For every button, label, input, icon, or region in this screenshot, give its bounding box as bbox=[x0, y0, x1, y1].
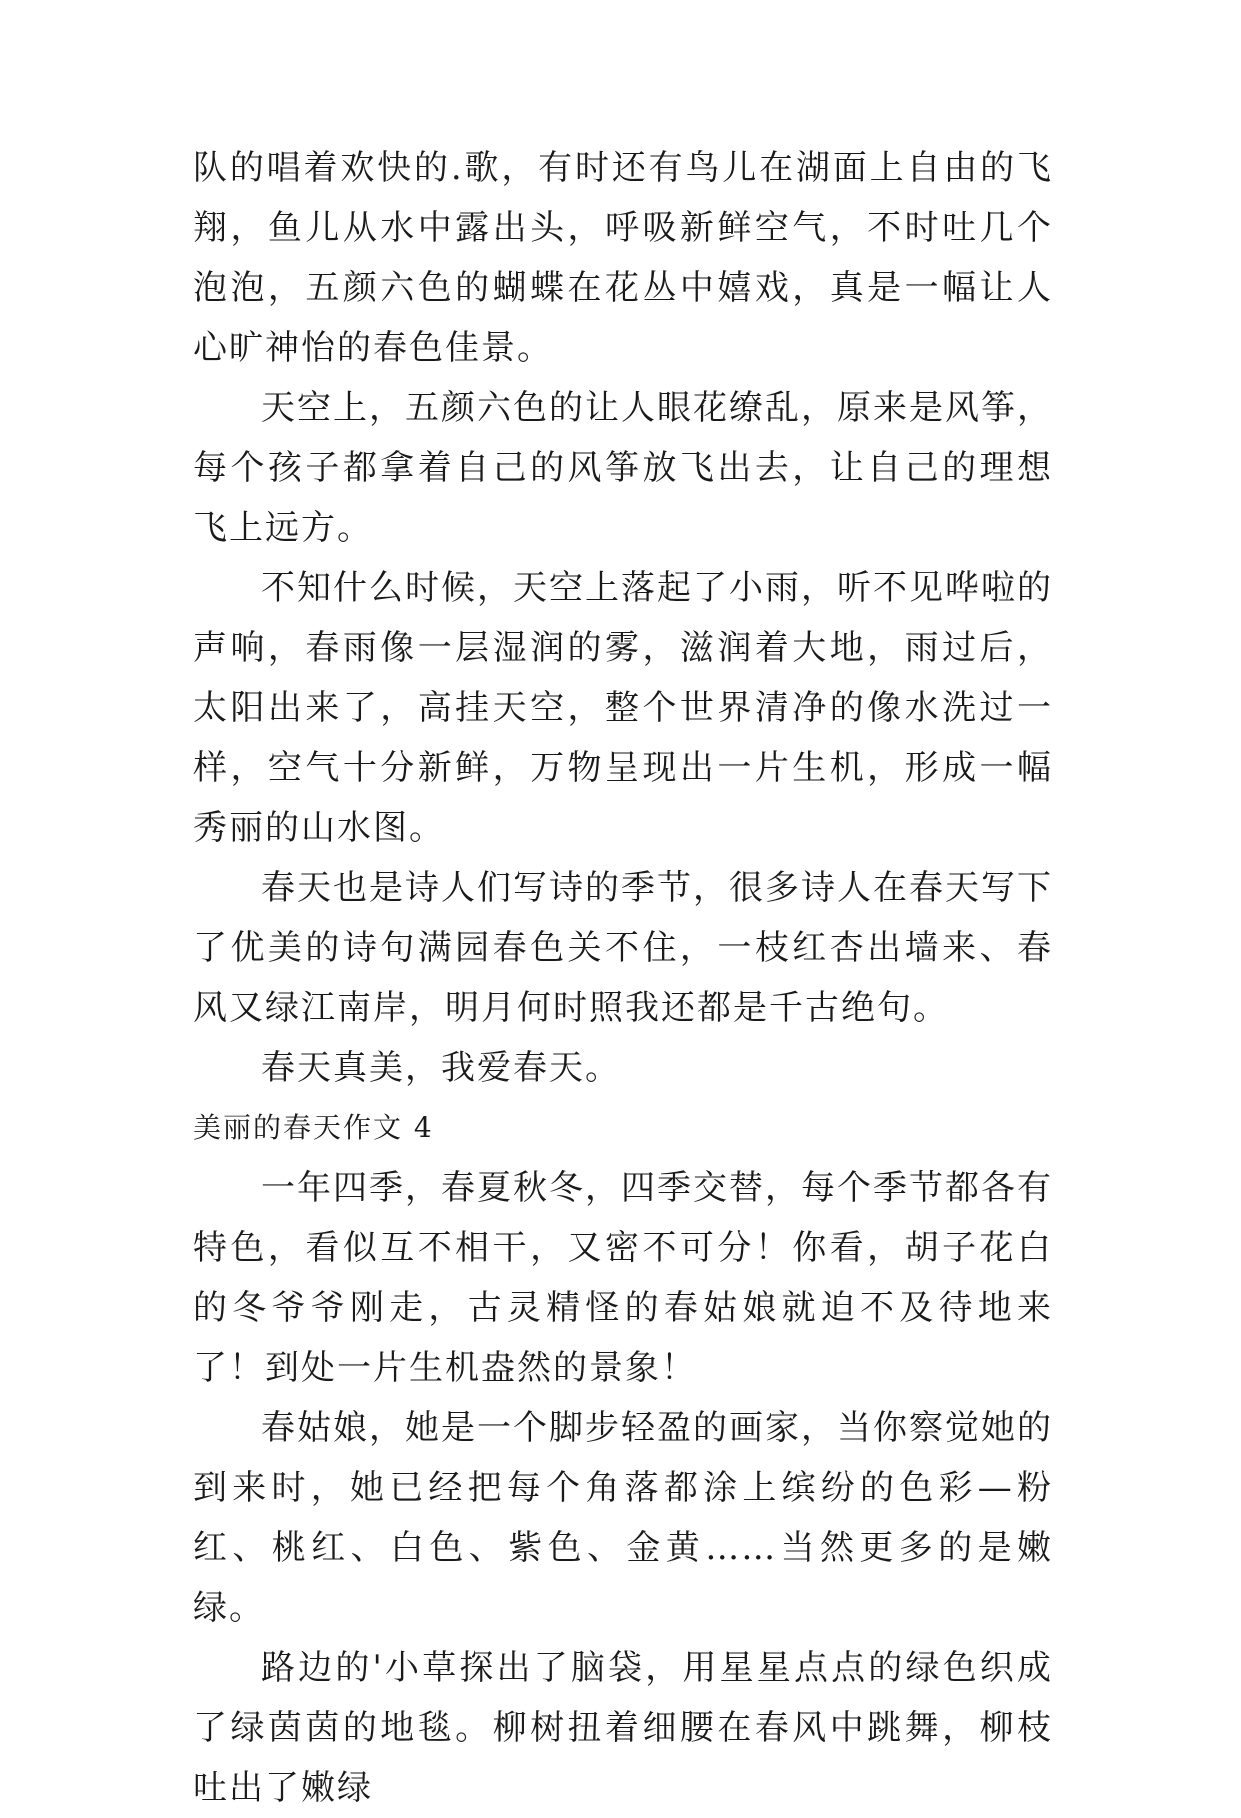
paragraph-3: 不知什么时候，天空上落起了小雨，听不见哗啦的声响，春雨像一层湿润的雾，滋润着大地，雨过后，太阳出来了，高挂天空，整个世界清净的像水洗过一样，空气十分新鲜，万物呈现出一片生机，形成一幅秀丽的山水图。 bbox=[193, 568, 1053, 848]
paragraph-7: 春姑娘，她是一个脚步轻盈的画家，当你察觉她的到来时，她已经把每个角落都涂上缤纷的色彩—粉红、桃红、白色、紫色、金黄……当然更多的是嫩绿。 bbox=[193, 1408, 1053, 1628]
paragraph-2: 天空上，五颜六色的让人眼花缭乱，原来是风筝，每个孩子都拿着自己的风筝放飞出去，让自己的理想飞上远方。 bbox=[193, 388, 1053, 548]
paragraph-5: 春天真美，我爱春天。 bbox=[261, 1048, 621, 1088]
paragraph-1: 队的唱着欢快的.歌，有时还有鸟儿在湖面上自由的飞翔，鱼儿从水中露出头，呼吸新鲜空气，不时吐几个泡泡，五颜六色的蝴蝶在花丛中嬉戏，真是一幅让人心旷神怡的春色佳景。 bbox=[193, 148, 1053, 368]
document-body bbox=[193, 138, 1053, 1818]
paragraph-4: 春天也是诗人们写诗的季节，很多诗人在春天写下了优美的诗句满园春色关不住，一枝红杏出墙来、春风又绿江南岸，明月何时照我还都是千古绝句。 bbox=[193, 868, 1053, 1028]
paragraph-8: 路边的'小草探出了脑袋，用星星点点的绿色织成了绿茵茵的地毯。柳树扭着细腰在春风中跳舞，柳枝吐出了嫩绿 bbox=[193, 1648, 1053, 1808]
section-heading: 美丽的春天作文 4 bbox=[193, 1111, 434, 1144]
paragraph-6: 一年四季，春夏秋冬，四季交替，每个季节都各有特色，看似互不相干，又密不可分！你看，胡子花白的冬爷爷刚走，古灵精怪的春姑娘就迫不及待地来了！到处一片生机盎然的景象！ bbox=[193, 1168, 1053, 1388]
